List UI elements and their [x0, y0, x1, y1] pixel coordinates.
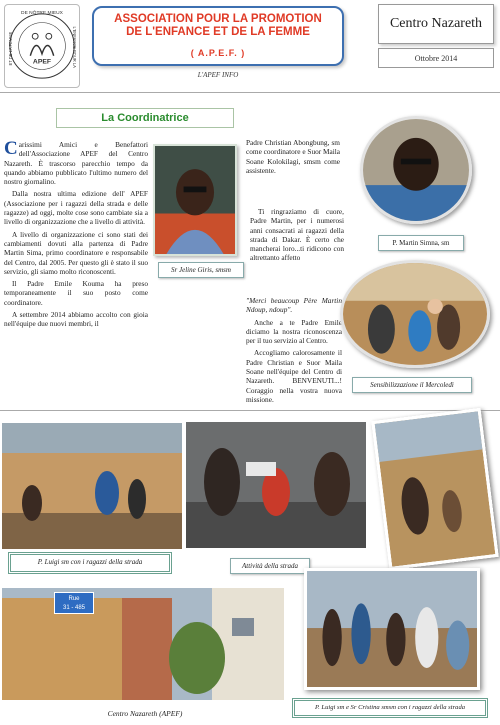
newsletter-header — [0, 0, 500, 96]
caption-luigi: P. Luigi sm con i ragazzi della strada — [8, 552, 172, 574]
caption-martin: P. Martin Simna, sm — [378, 235, 464, 251]
photo-luigi-boys — [2, 423, 182, 549]
section-divider — [0, 410, 500, 411]
photo-sr-jeline — [153, 144, 237, 256]
article-column-2-top: Padre Christian Abongbung, sm come coordinatore e Suor Maila Soane Kolokilagi, smsm come assistente. — [246, 138, 341, 175]
photo-sensibilizzazione — [340, 260, 490, 368]
photo-p-martin — [360, 116, 472, 224]
association-name: ASSOCIATION POUR LA PROMOTION DE L'ENFANCE ET DE LA FEMME — [114, 13, 322, 38]
caption-centro: Centro Nazareth (APEF) — [90, 708, 200, 720]
newsletter-subtitle: L'APEF INFO — [197, 71, 239, 79]
street-sign: Rue 31 - 485 — [54, 592, 94, 614]
issue-date: Ottobre 2014 — [378, 48, 494, 68]
svg-text:L'ENFANCE POUR LA: L'ENFANCE POUR LA — [72, 26, 78, 68]
caption-attivita: Attività della strada — [230, 558, 310, 574]
article-column-2-bottom: "Merci beaucoup Père Martin Ndoup, ndoup". Anche a te Padre Emile diciamo la nostra riconoscenza per il tuo servizio al Centro. Accogliamo calorosamente il Padre Christian e Suor Maila Soane nell'équipe del Centro di Nazareth. BENVENUTI...! Coraggio nella vostra nuova missione. — [246, 296, 342, 404]
association-abbreviation: ( A.P.E.F. ) — [190, 48, 246, 58]
apef-logo — [4, 4, 80, 88]
caption-luigi-cristina: P. Luigi sm e Sr Cristina smsm con i ragazzi della strada — [292, 698, 488, 718]
photo-centro-nazareth — [2, 588, 284, 700]
article-column-2-mid: Ti ringraziamo di cuore, Padre Martin, per i numerosi anni consacrati ai ragazzi della strada di Dakar. È certo che mancherai loro...ti ridicono con altrettanto affetto — [250, 207, 344, 263]
header-divider — [0, 92, 500, 93]
association-title-box — [92, 6, 344, 66]
caption-sensibilizzazione: Sensibilizzazione il Mercoledì — [352, 377, 472, 393]
svg-text:ET DE LA FEMME: ET DE LA FEMME — [7, 31, 13, 66]
photo-luigi-cristina — [304, 568, 480, 690]
newsletter-title: Centro Nazareth — [389, 16, 483, 31]
article-column-1: Carissimi Amici e Benefattori dell'Associazione APEF del Centro Nazareth. È trascorso parecchio tempo da quando abbiamo pubblicato l'ultimo numero del nostro giornalino. Dalla nostra ultima edizione dell' APEF (Associazione per i ragazzi della strada e delle ragazze) ad oggi, molte cose sono cambiate sia a livello di organizzazione che a livello di attività. A livello di organizzazione ci sono stati dei cambiamenti dovuti alla partenza di Padre Martin Sima, primo coordinatore e responsabile del Centro, dal 2005. Per questo gli è stato il suo servizio, gli siamo molto riconoscenti. Il Padre Emile Kouma ha preso temporaneamente il suo posto come coordinatore. A settembre 2014 abbiamo accolto con gioia nell'équipe due nuovi membri, il — [4, 138, 148, 329]
newsletter-title-box — [378, 4, 494, 44]
drop-cap: C — [4, 138, 18, 159]
caption-jeline: Sr Jeline Giris, smsm — [158, 262, 244, 278]
photo-attivita — [186, 422, 366, 548]
section-title: La Coordinatrice — [56, 108, 234, 128]
photo-street — [371, 408, 498, 570]
svg-text:DE NÔTRE MIEUX: DE NÔTRE MIEUX — [21, 10, 63, 16]
svg-text:APEF: APEF — [32, 58, 52, 66]
